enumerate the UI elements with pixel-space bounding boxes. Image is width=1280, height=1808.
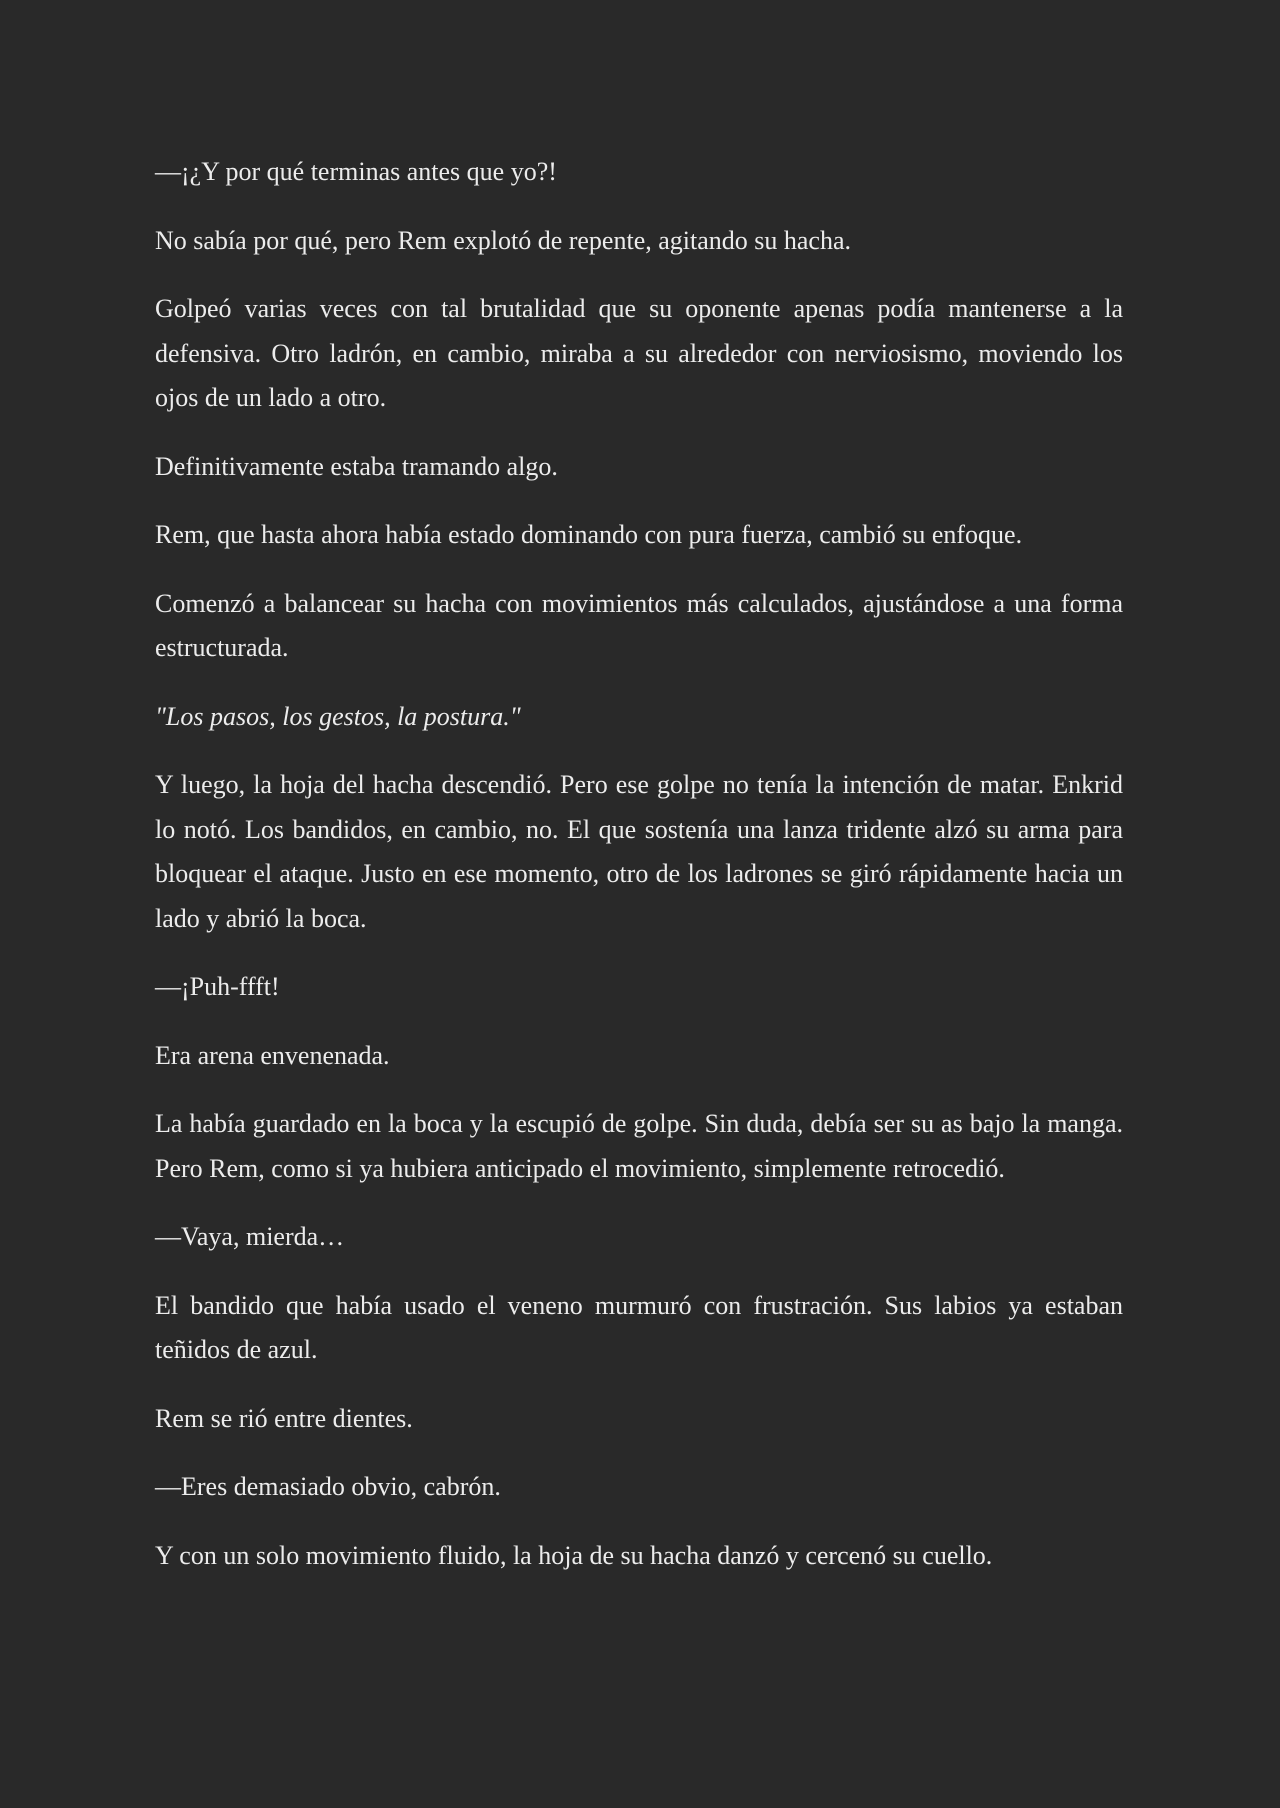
italic-thought-paragraph: "Los pasos, los gestos, la postura."	[155, 701, 521, 731]
paragraph: Rem, que hasta ahora había estado dominando con pura fuerza, cambió su enfoque.	[155, 520, 1023, 549]
paragraph: Golpeó varias veces con tal brutalidad que su oponente apenas podía mantenerse a la defensiva. Otro ladrón, en cambio, miraba a su alrededor con nerviosismo, moviendo los ojos de un lado a otro.	[155, 294, 1123, 412]
paragraph: Rem se rió entre dientes.	[155, 1403, 413, 1433]
paragraph: Y luego, la hoja del hacha descendió. Pero ese golpe no tenía la intención de matar. Enkrid lo notó. Los bandidos, en cambio, no. El que sostenía una lanza tridente alzó su arma para bloquear el ataque. Justo en ese momento, otro de los ladrones se giró rápidamente hacia un lado y abrió la boca.	[155, 770, 1123, 933]
paragraph: Definitivamente estaba tramando algo.	[155, 451, 558, 481]
paragraph: —Vaya, mierda…	[155, 1222, 345, 1251]
paragraph: El bandido que había usado el veneno murmuró con frustración. Sus labios ya estaban teñidos de azul.	[155, 1290, 1123, 1364]
paragraph: Y con un solo movimiento fluido, la hoja de su hacha danzó y cercenó su cuello.	[155, 1540, 993, 1570]
paragraph: Era arena envenenada.	[155, 1040, 390, 1070]
paragraph: Comenzó a balancear su hacha con movimientos más calculados, ajustándose a una forma estructurada.	[155, 588, 1123, 662]
paragraph: La había guardado en la boca y la escupió de golpe. Sin duda, debía ser su as bajo la manga. Pero Rem, como si ya hubiera anticipado el movimiento, simplemente retrocedió.	[155, 1109, 1123, 1183]
paragraph: —¡Puh-ffft!	[155, 972, 280, 1001]
chapter-text	[155, 150, 1123, 1602]
paragraph: No sabía por qué, pero Rem explotó de repente, agitando su hacha.	[155, 225, 851, 255]
paragraph: —Eres demasiado obvio, cabrón.	[155, 1472, 501, 1501]
paragraph: —¡¿Y por qué terminas antes que yo?!	[155, 157, 557, 186]
